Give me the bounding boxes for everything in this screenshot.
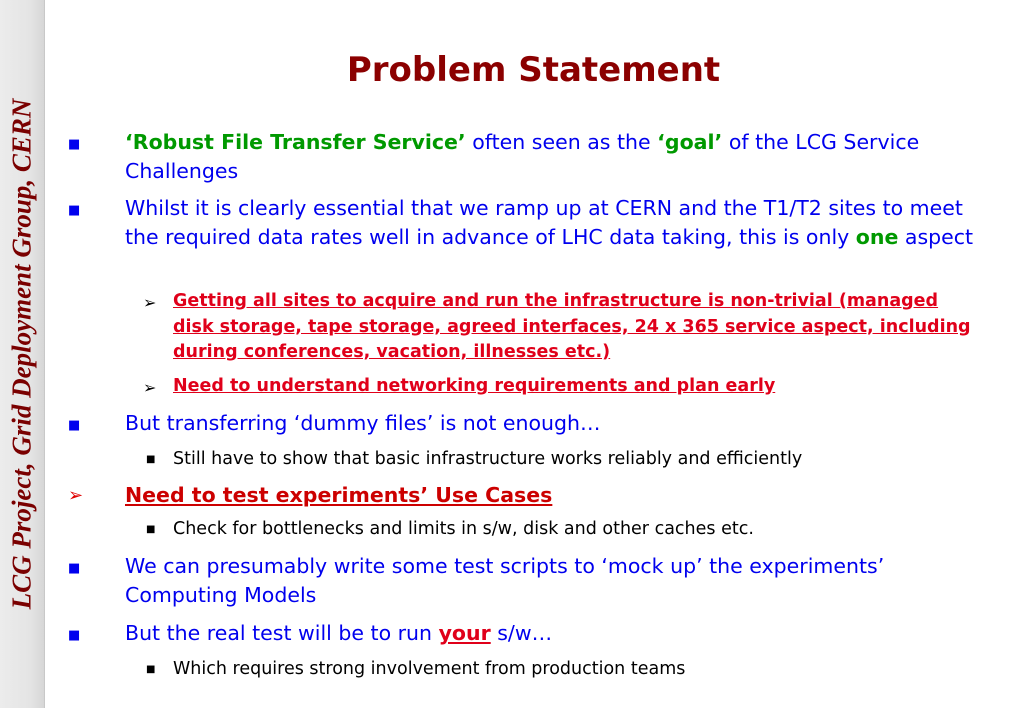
small-square-bullet-icon: ■ bbox=[146, 664, 156, 675]
bullet-ramp-up: Whilst it is clearly essential that we ramp up at CERN and the T1/T2 sites to meet the required data rates well in advance of LHC data taking, this is only one aspect bbox=[125, 196, 974, 249]
bullet-use-cases: Need to test experiments’ Use Cases bbox=[125, 483, 553, 507]
square-bullet-icon: ■ bbox=[68, 203, 81, 218]
emphasis-your: your bbox=[438, 621, 491, 645]
subbullet-infrastructure: Getting all sites to acquire and run the infrastructure is non-trivial (managed disk storage, tape storage, agreed interfaces, 24 x 365 service aspect, including during conferences, vacation, illnesses etc.) bbox=[173, 291, 971, 362]
small-square-bullet-icon: ■ bbox=[146, 524, 156, 535]
slide-title: Problem Statement bbox=[346, 50, 721, 90]
emphasis-green: ‘Robust File Transfer Service’ bbox=[125, 130, 466, 154]
bullet-dummy-files: But transferring ‘dummy files’ is not enough… bbox=[125, 411, 601, 435]
square-bullet-icon: ■ bbox=[68, 137, 81, 152]
subbullet-basic-infrastructure: Still have to show that basic infrastructure works reliably and efficiently bbox=[173, 449, 803, 469]
subbullet-bottlenecks: Check for bottlenecks and limits in s/w, disk and other caches etc. bbox=[173, 519, 754, 539]
square-bullet-icon: ■ bbox=[68, 628, 81, 643]
arrow-bullet-icon: ➢ bbox=[143, 378, 157, 397]
arrow-bullet-icon: ➢ bbox=[143, 293, 157, 312]
square-bullet-icon: ■ bbox=[68, 561, 81, 576]
subbullet-networking: Need to understand networking requirements and plan early bbox=[173, 376, 776, 396]
bullet-real-test: But the real test will be to run your s/w… bbox=[125, 621, 553, 645]
bullet-robust-file-transfer: ‘Robust File Transfer Service’ often seen as the ‘goal’ of the LCG Service Challenges bbox=[125, 130, 920, 183]
small-square-bullet-icon: ■ bbox=[146, 454, 156, 465]
square-bullet-icon: ■ bbox=[68, 418, 81, 433]
arrow-bullet-icon: ➢ bbox=[68, 485, 84, 506]
emphasis-one: one bbox=[855, 225, 899, 249]
bullet-test-scripts: We can presumably write some test scripts to ‘mock up’ the experiments’ Computing Models bbox=[125, 554, 885, 607]
sidebar-footer-text: LCG Project, Grid Deployment Group, CERN bbox=[6, 98, 37, 610]
subbullet-production-teams: Which requires strong involvement from production teams bbox=[173, 659, 686, 679]
emphasis-goal: ‘goal’ bbox=[657, 130, 723, 154]
